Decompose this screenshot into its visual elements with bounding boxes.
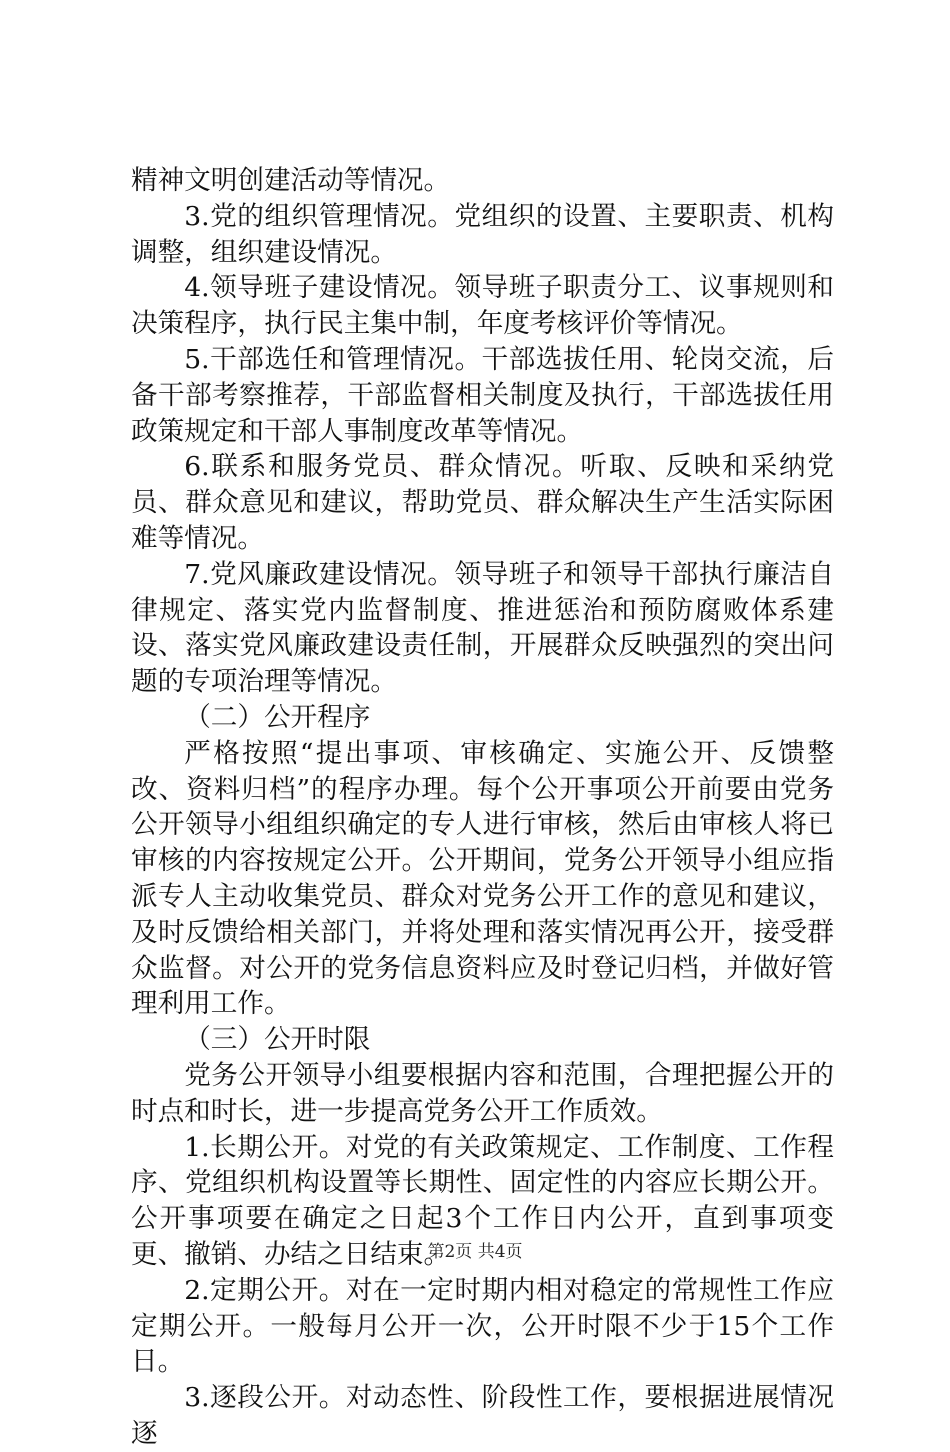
paragraph-item-7: 7.党风廉政建设情况。领导班子和领导干部执行廉洁自律规定、落实党内监督制度、推进惩治和预防腐败体系建设、落实党风廉政建设责任制，开展群众反映强烈的突出问题的专项治理等情况。	[131, 558, 834, 698]
paragraph-time-limit-intro: 党务公开领导小组要根据内容和范围，合理把握公开的时点和时长，进一步提高党务公开工作质效。	[131, 1059, 834, 1127]
paragraph-long-term: 1.长期公开。对党的有关政策规定、工作制度、工作程序、党组织机构设置等长期性、固定性的内容应长期公开。公开事项要在确定之日起3个工作日内公开，直到事项变更、撤销、办结之日结束。	[131, 1131, 834, 1270]
paragraph-continuation: 精神文明创建活动等情况。	[131, 165, 451, 196]
section-heading-procedure: （二）公开程序	[184, 701, 371, 733]
paragraph-periodic: 2.定期公开。对在一定时期内相对稳定的常规性工作应定期公开。一般每月公开一次，公开时限不少于15个工作日。	[131, 1274, 834, 1378]
page-number-footer: 第2页 共4页	[427, 1242, 523, 1262]
paragraph-item-4: 4.领导班子建设情况。领导班子职责分工、议事规则和决策程序，执行民主集中制，年度考核评价等情况。	[131, 272, 834, 340]
paragraph-item-3: 3.党的组织管理情况。党组织的设置、主要职责、机构调整，组织建设情况。	[131, 200, 834, 268]
paragraph-item-6: 6.联系和服务党员、群众情况。听取、反映和采纳党员、群众意见和建议，帮助党员、群众解决生产生活实际困难等情况。	[131, 451, 834, 554]
paragraph-phased: 3.逐段公开。对动态性、阶段性工作，要根据进展情况逐	[131, 1382, 834, 1449]
paragraph-item-5: 5.干部选任和管理情况。干部选拔任用、轮岗交流，后备干部考察推荐，干部监督相关制度及执行，干部选拔任用政策规定和干部人事制度改革等情况。	[131, 343, 834, 447]
paragraph-procedure: 严格按照“提出事项、审核确定、实施公开、反馈整改、资料归档”的程序办理。每个公开事项公开前要由党务公开领导小组组织确定的专人进行审核，然后由审核人将已审核的内容按规定公开。公开期间，党务公开领导小组应指派专人主动收集党员、群众对党务公开工作的意见和建议，及时反馈给相关部门，并将处理和落实情况再公开，接受群众监督。对公开的党务信息资料应及时登记归档，并做好管理利用工作。	[131, 737, 834, 1020]
section-heading-time-limit: （三）公开时限	[184, 1024, 371, 1056]
